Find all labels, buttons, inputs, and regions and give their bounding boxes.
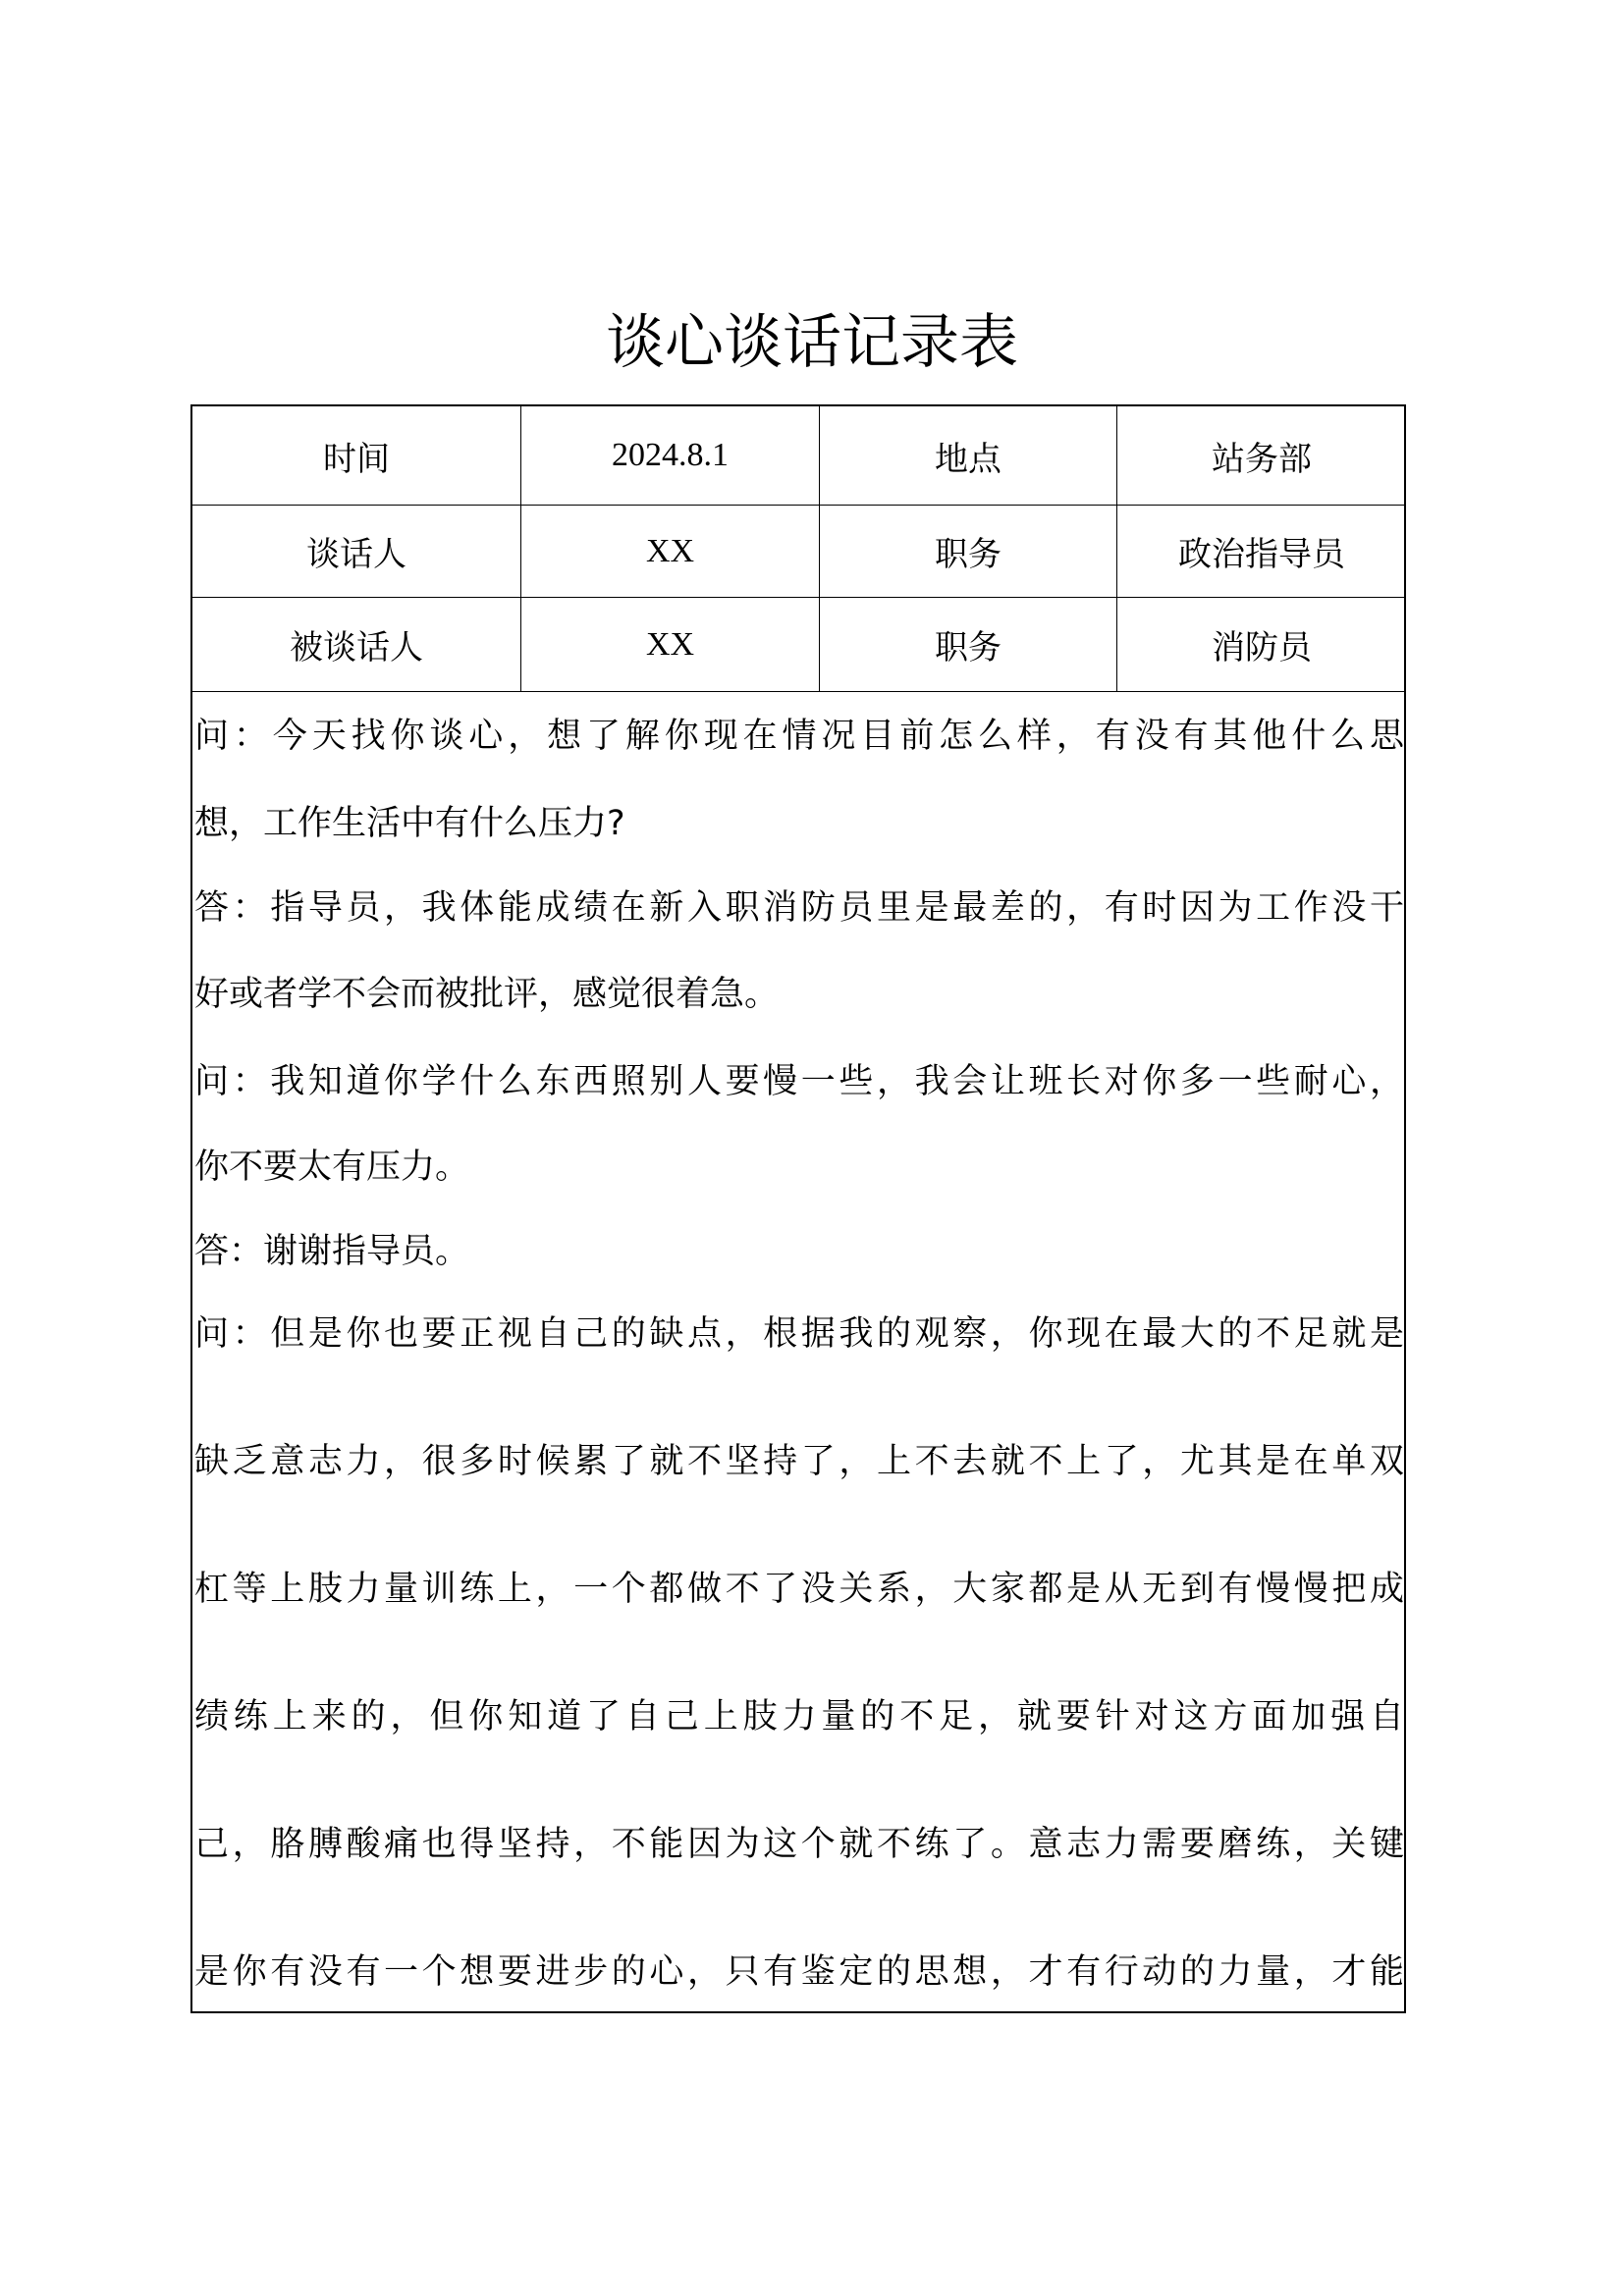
label-location: 地点 bbox=[820, 406, 1117, 505]
label-time: 时间 bbox=[192, 406, 521, 505]
value-interviewer: XX bbox=[521, 506, 820, 597]
label-interviewer: 谈话人 bbox=[192, 506, 521, 597]
value-interviewee: XX bbox=[521, 598, 820, 691]
table-row-interviewer bbox=[192, 506, 1404, 598]
conversation-line: 杠等上肢力量训练上，一个都做不了没关系，大家都是从无到有慢慢把成 bbox=[194, 1570, 1404, 1609]
table-row-time-location bbox=[192, 406, 1404, 506]
conversation-line: 想，工作生活中有什么压力? bbox=[194, 804, 625, 843]
label-interviewee-position: 职务 bbox=[820, 598, 1117, 691]
conversation-line: 答：指导员，我体能成绩在新入职消防员里是最差的，有时因为工作没干 bbox=[194, 888, 1404, 928]
label-interviewee: 被谈话人 bbox=[192, 598, 521, 691]
value-interviewer-position: 政治指导员 bbox=[1178, 535, 1345, 574]
conversation-line: 缺乏意志力，很多时候累了就不坚持了，上不去就不上了，尤其是在单双 bbox=[194, 1442, 1404, 1481]
conversation-line: 绩练上来的，但你知道了自己上肢力量的不足，就要针对这方面加强自 bbox=[194, 1697, 1404, 1736]
value-location: 站务部 bbox=[1212, 439, 1312, 479]
conversation-line: 你不要太有压力。 bbox=[194, 1148, 470, 1187]
page-title: 谈心谈话记录表 bbox=[606, 308, 1018, 377]
conversation-line: 问：今天找你谈心，想了解你现在情况目前怎么样，有没有其他什么思 bbox=[194, 717, 1404, 756]
record-table bbox=[190, 404, 1406, 2013]
table-row-interviewee bbox=[192, 598, 1404, 692]
conversation-line: 己，胳膊酸痛也得坚持，不能因为这个就不练了。意志力需要磨练，关键 bbox=[194, 1825, 1404, 1864]
value-interviewee-position: 消防员 bbox=[1212, 628, 1312, 667]
value-time: 2024.8.1 bbox=[521, 406, 820, 505]
conversation-line: 是你有没有一个想要进步的心，只有鉴定的思想，才有行动的力量，才能 bbox=[194, 1952, 1404, 1992]
label-interviewer-position: 职务 bbox=[820, 506, 1117, 597]
conversation-line: 答：谢谢指导员。 bbox=[194, 1232, 470, 1271]
conversation-line: 问：我知道你学什么东西照别人要慢一些，我会让班长对你多一些耐心， bbox=[194, 1062, 1404, 1101]
conversation-line: 好或者学不会而被批评，感觉很着急。 bbox=[194, 975, 780, 1014]
conversation-line: 问：但是你也要正视自己的缺点，根据我的观察，你现在最大的不足就是 bbox=[194, 1314, 1404, 1354]
